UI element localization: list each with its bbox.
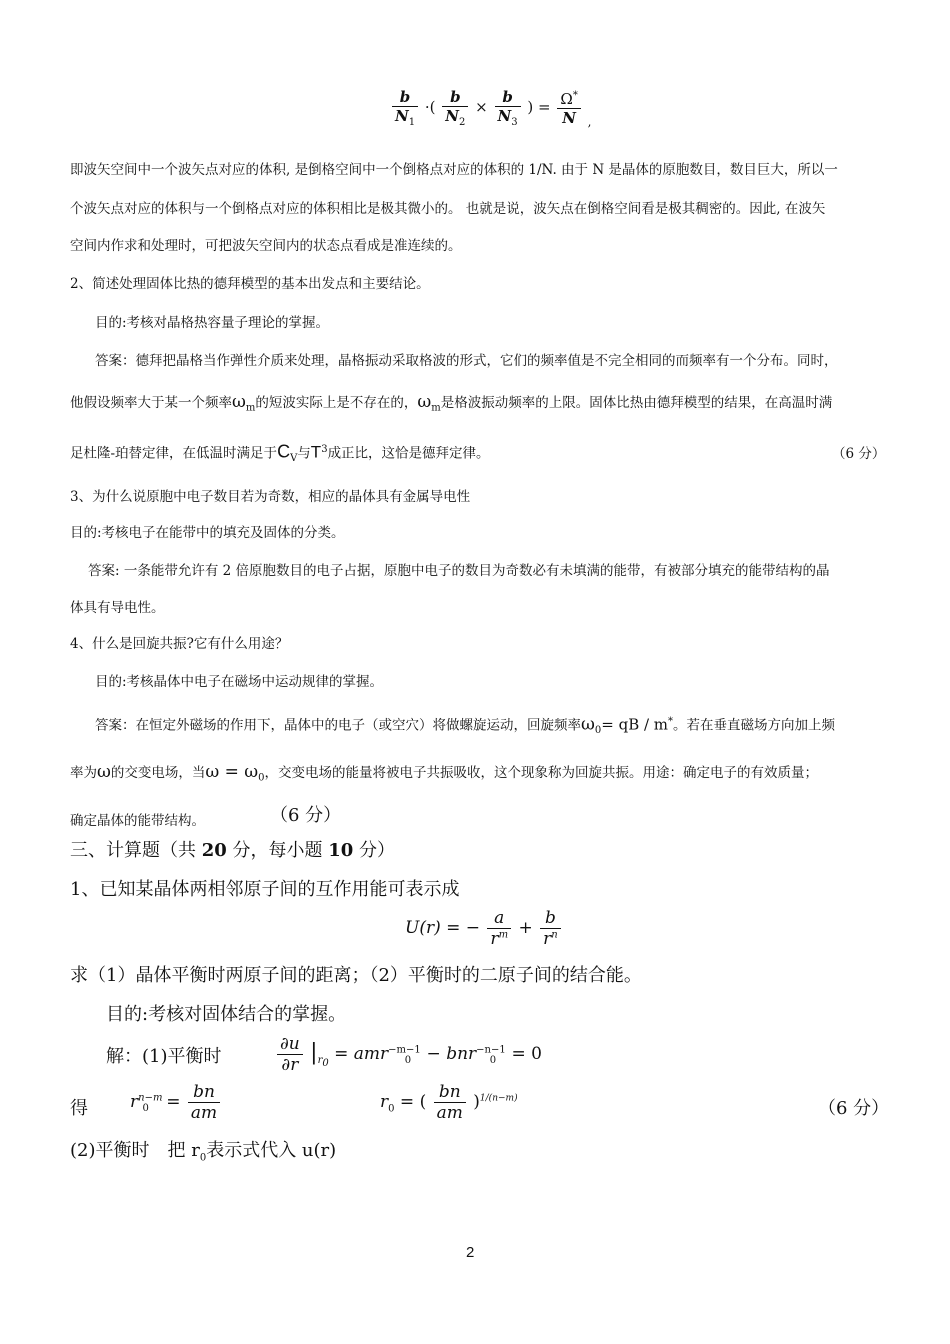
q2-answer-line3: 足杜隆-珀替定律，在低温时满足于$C_V$与$T^3$成正比，这恰是德拜定律。 bbox=[70, 441, 490, 465]
q4-score: （6 分） bbox=[270, 805, 342, 826]
reciprocal-volume-formula: $\frac{b}{N_1}$ ·( $\frac{b}{N_2}$ × $\frac{b}{N_3}$ ) = $\frac{\Omega^*}{N}$ $_,$ bbox=[390, 88, 591, 129]
r0-solution-equation: $r_0$ = ( $\frac{bn}{am}$ )$^{1/(n-m)}$ bbox=[380, 1082, 518, 1123]
calc1-title: 1、已知某晶体两相邻原子间的互作用能可表示成 bbox=[70, 879, 460, 900]
r0-power-equation: $r^{n-m}_0$ = $\frac{bn}{am}$ bbox=[130, 1082, 222, 1123]
q3-answer-line2: 体具有导电性。 bbox=[70, 600, 165, 616]
section3-title: 三、计算题（共 20 分，每小题 10 分） bbox=[70, 840, 396, 861]
q3-answer-line1: 答案: 一条能带允许有 2 倍原胞数目的电子占据，原胞中电子的数目为奇数必有未填满的能带，有被部分填充的能带结构的晶 bbox=[88, 563, 830, 579]
q2-purpose: 目的:考核对晶格热容量子理论的掌握。 bbox=[95, 315, 330, 331]
fraction-b1-n1: $\frac{b}{N_1}$ bbox=[392, 88, 418, 128]
q4-answer-line2: 率为ω的交变电场，当$\omega = \omega_0$，交变电场的能量将被电子共振吸收，这个现象称为回旋共振。用途：确定电子的有效质量； bbox=[70, 762, 819, 784]
fraction-b3-n3: $\frac{b}{N_3}$ bbox=[495, 88, 521, 128]
page-number: 2 bbox=[466, 1244, 475, 1261]
calc1-solution-label: 解：(1)平衡时 bbox=[106, 1046, 222, 1067]
q4-purpose: 目的:考核晶体中电子在磁场中运动规律的掌握。 bbox=[95, 674, 384, 690]
calc1-question: 求（1）晶体平衡时两原子间的距离；（2）平衡时的二原子间的结合能。 bbox=[70, 965, 642, 986]
fraction-omega-n: $\frac{\Omega^*}{N}$ bbox=[557, 90, 580, 127]
calc1-purpose: 目的:考核对固体结合的掌握。 bbox=[106, 1004, 347, 1025]
q2-answer-line2: 他假设频率大于某一个频率$\omega_m$的短波实际上是不存在的，$\omega_m$是格波振动频率的上限。固体比热由德拜模型的结果，在高温时满 bbox=[70, 392, 833, 414]
para1-line3: 空间内作求和处理时，可把波矢空间内的状态点看成是准连续的。 bbox=[70, 238, 462, 254]
calc1-part2: (2)平衡时 把 $r_0$表示式代入 u(r) bbox=[70, 1140, 337, 1164]
calc1-de-label: 得 bbox=[70, 1098, 88, 1119]
fraction-b2-n2: $\frac{b}{N_2}$ bbox=[442, 88, 468, 128]
potential-formula: U(r) = − $\frac{a}{r^m}$ + $\frac{b}{r^n}$ bbox=[405, 908, 563, 949]
q2-answer-line1: 答案：德拜把晶格当作弹性介质来处理，晶格振动采取格波的形式，它们的频率值是不完全相同的而频率有一个分布。同时， bbox=[95, 353, 838, 369]
q4-title: 4、什么是回旋共振?它有什么用途？ bbox=[70, 636, 289, 652]
q4-answer-line1: 答案：在恒定外磁场的作用下，晶体中的电子（或空穴）将做螺旋运动，回旋频率$\omega_0=$ qB / m*。若在垂直磁场方向加上频 bbox=[95, 714, 836, 737]
q4-answer-line3: 确定晶体的能带结构。 bbox=[70, 813, 205, 829]
q3-purpose: 目的:考核电子在能带中的填充及固体的分类。 bbox=[70, 525, 345, 541]
para1-line2: 个波矢点对应的体积与一个倒格点对应的体积相比是极其微小的。 也就是说，波矢点在倒格空间看是极其稠密的。因此, 在波矢 bbox=[70, 201, 826, 217]
q2-title: 2、简述处理固体比热的德拜模型的基本出发点和主要结论。 bbox=[70, 276, 430, 292]
para1-line1: 即波矢空间中一个波矢点对应的体积, 是倒格空间中一个倒格点对应的体积的 1/N. 由于 N 是晶体的原胞数目，数目巨大，所以一 bbox=[70, 162, 838, 178]
q2-score: （6 分） bbox=[832, 446, 886, 462]
q3-title: 3、为什么说原胞中电子数目若为奇数，相应的晶体具有金属导电性 bbox=[70, 489, 471, 505]
calc1-score: （6 分） bbox=[818, 1098, 890, 1119]
equilibrium-derivative-equation: $\frac{\partial u}{\partial r}$ $|_{r_0} = amr^{-m-1}_0 - bnr^{-n-1}_0 = 0$ bbox=[275, 1034, 542, 1075]
